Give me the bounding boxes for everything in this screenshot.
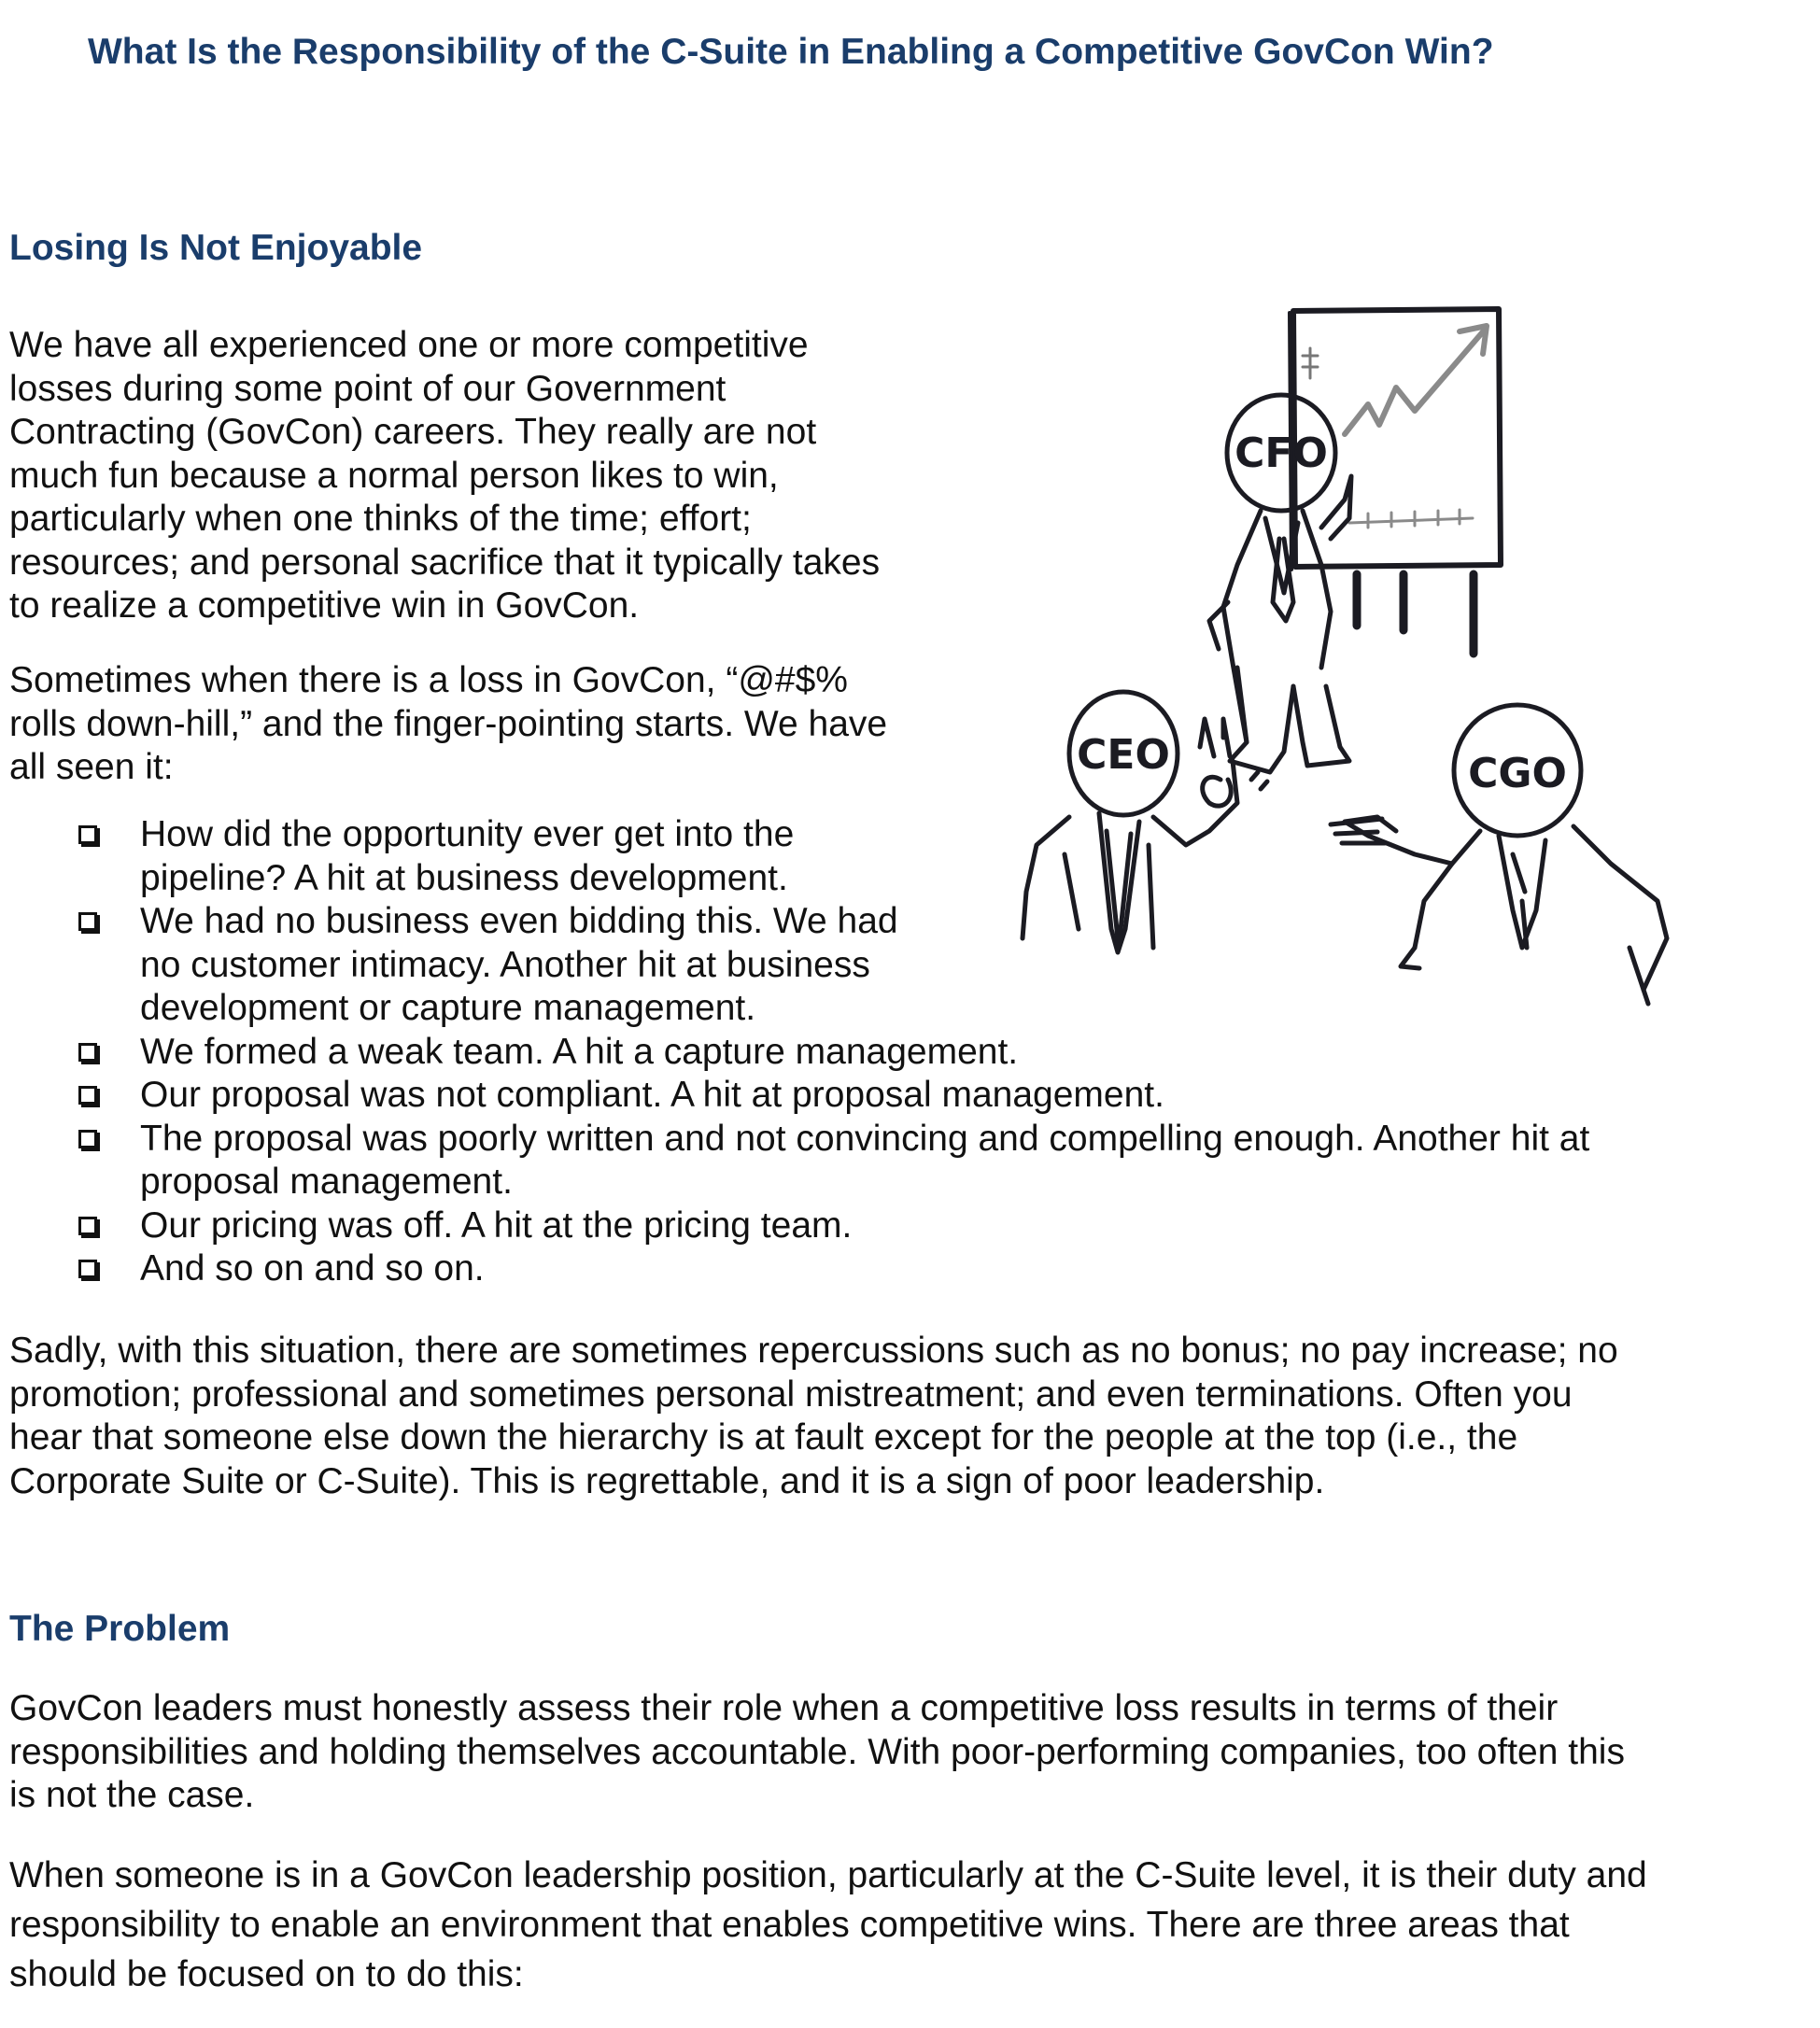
checkbox-bullet-icon: [78, 825, 97, 844]
text-line: Sometimes when there is a loss in GovCon, “@#$%: [9, 660, 848, 700]
text-line: responsibilities and holding themselves accountable. With poor-performing companies, too often this: [9, 1731, 1625, 1772]
text-line: promotion; professional and sometimes personal mistreatment; and even terminations. Often you: [9, 1373, 1573, 1415]
cfo-figure-icon: [1209, 395, 1351, 772]
text-line: The proposal was poorly written and not convincing and compelling enough. Another hit at: [140, 1118, 1590, 1159]
cgo-figure-icon: [1331, 705, 1667, 1004]
c-suite-cartoon-icon: [1013, 294, 1742, 1008]
cfo-label: CFO: [1234, 430, 1328, 477]
paragraph-losses: [9, 324, 880, 628]
text-line: We had no business even bidding this. We had: [140, 901, 898, 941]
text-line: We formed a weak team. A hit a capture management.: [140, 1031, 1019, 1072]
text-line: rolls down-hill,” and the finger-pointing starts. We have: [9, 703, 888, 744]
ceo-figure-icon: [1023, 692, 1267, 952]
text-line: resources; and personal sacrifice that it typically takes: [9, 542, 881, 583]
checkbox-bullet-icon: [78, 1217, 97, 1235]
paragraph-finger-pointing: [9, 659, 887, 790]
text-line: Contracting (GovCon) careers. They really are not: [9, 412, 817, 452]
list-item: [0, 1074, 1774, 1118]
text-line: all seen it:: [9, 747, 174, 787]
text-line: losses during some point of our Government: [9, 368, 727, 409]
text-line: GovCon leaders must honestly assess their role when a competitive loss results in terms of their: [9, 1688, 1559, 1728]
page-title: What Is the Responsibility of the C-Suite in Enabling a Competitive GovCon Win?: [88, 32, 1494, 72]
text-line: responsibility to enable an environment that enables competitive wins. There are three areas that: [9, 1905, 1570, 1945]
section-heading-losing: Losing Is Not Enjoyable: [9, 228, 423, 268]
text-line: How did the opportunity ever get into the: [140, 814, 795, 854]
list-item: [0, 1031, 1774, 1075]
checkbox-bullet-icon: [78, 912, 97, 931]
text-line: We have all experienced one or more competitive: [9, 325, 809, 365]
text-line: pipeline? A hit at business development.: [140, 857, 788, 898]
list-item: [0, 1118, 1774, 1204]
text-line: Our proposal was not compliant. A hit at proposal management.: [140, 1075, 1164, 1115]
checkbox-bullet-icon: [78, 1260, 97, 1278]
text-line: particularly when one thinks of the time; effort;: [9, 499, 752, 539]
text-line: proposal management.: [140, 1162, 513, 1202]
text-line: Corporate Suite or C-Suite). This is regrettable, and it is a sign of poor leadership.: [9, 1460, 1325, 1501]
text-line: to realize a competitive win in GovCon.: [9, 585, 640, 626]
text-line: is not the case.: [9, 1775, 255, 1815]
paragraph-repercussions: [9, 1330, 1618, 1503]
cgo-label: CGO: [1468, 750, 1567, 797]
text-line: much fun because a normal person likes to win,: [9, 455, 779, 496]
ceo-label: CEO: [1077, 731, 1170, 779]
checkbox-bullet-icon: [78, 1086, 97, 1105]
text-line: Sadly, with this situation, there are sometimes repercussions such as no bonus; no pay increase; no: [9, 1331, 1618, 1371]
text-line: When someone is in a GovCon leadership position, particularly at the C-Suite level, it is their duty and: [9, 1855, 1647, 1895]
text-line: hear that someone else down the hierarchy is at fault except for the people at the top (i.e., the: [9, 1417, 1518, 1458]
text-line: development or capture management.: [140, 988, 756, 1028]
text-line: Our pricing was off. A hit at the pricing team.: [140, 1204, 853, 1246]
paragraph-leadership-duty: [9, 1851, 1647, 1999]
text-line: should be focused on to do this:: [9, 1954, 524, 1994]
checkbox-bullet-icon: [78, 1043, 97, 1062]
whiteboard-icon: [1290, 309, 1501, 654]
section-heading-problem: The Problem: [9, 1609, 231, 1649]
text-line: no customer intimacy. Another hit at business: [140, 944, 870, 985]
checkbox-bullet-icon: [78, 1130, 97, 1148]
paragraph-assess-role: [9, 1687, 1625, 1818]
list-item: [0, 1247, 1774, 1291]
text-line: And so on and so on.: [140, 1248, 485, 1289]
list-item: [0, 1204, 1774, 1248]
